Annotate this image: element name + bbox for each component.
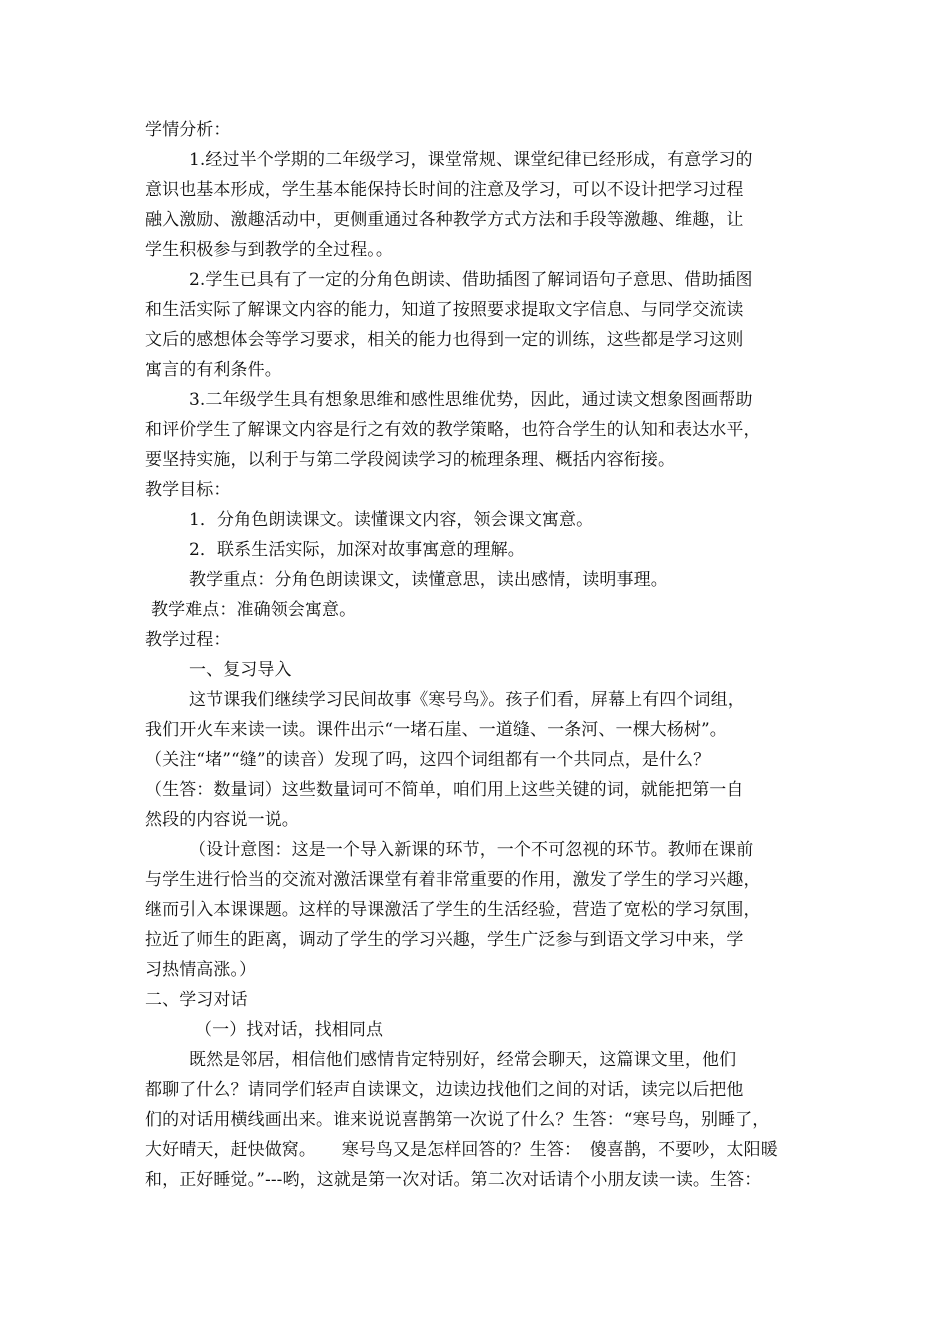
text-line: 和，正好睡觉。”---哟，这就是第一次对话。第二次对话请个小朋友读一读。生答： bbox=[145, 1170, 762, 1190]
text-line: 与学生进行恰当的交流对激活课堂有着非常重要的作用，激发了学生的学习兴趣， bbox=[145, 870, 761, 890]
text-line: 教学难点：准确领会寓意。 bbox=[151, 600, 357, 620]
text-line: 都聊了什么？请同学们轻声自读课文，边读边找他们之间的对话，读完以后把他 bbox=[145, 1080, 744, 1100]
text-line: 教学重点：分角色朗读课文，读懂意思，读出感情，读明事理。 bbox=[189, 570, 668, 590]
text-line: 学生积极参与到教学的全过程。。 bbox=[145, 240, 393, 260]
text-line: （生答：数量词）这些数量词可不简单，咱们用上这些关键的词，就能把第一自 bbox=[145, 780, 744, 800]
text-line: 和生活实际了解课文内容的能力，知道了按照要求提取文字信息、与同学交流读 bbox=[145, 300, 744, 320]
text-line: （关注“堵”“缝”的读音）发现了吗，这四个词组都有一个共同点，是什么？ bbox=[145, 750, 711, 770]
text-line: 二、学习对话 bbox=[145, 990, 248, 1010]
text-line: 文后的感想体会等学习要求，相关的能力也得到一定的训练，这些都是学习这则 bbox=[145, 330, 744, 350]
text-line: 意识也基本形成，学生基本能保持长时间的注意及学习，可以不设计把学习过程 bbox=[145, 180, 744, 200]
text-line: 然段的内容说一说。 bbox=[145, 810, 299, 830]
text-line: 教学过程： bbox=[145, 630, 231, 650]
text-line: 1.经过半个学期的二年级学习，课堂常规、课堂纪律已经形成，有意学习的 bbox=[189, 150, 753, 170]
text-line: 我们开火车来读一读。课件出示“一堵石崖、一道缝、一条河、一棵大杨树”。 bbox=[145, 720, 727, 740]
document-page bbox=[145, 115, 810, 1195]
text-line: 既然是邻居，相信他们感情肯定特别好，经常会聊天，这篇课文里，他们 bbox=[189, 1050, 737, 1070]
text-line: 拉近了师生的距离，调动了学生的学习兴趣，学生广泛参与到语文学习中来，学 bbox=[145, 930, 744, 950]
text-line: 习热情高涨。） bbox=[145, 960, 257, 980]
text-line: 们的对话用横线画出来。谁来说说喜鹊第一次说了什么？生答：“寒号鸟，别睡了， bbox=[145, 1110, 770, 1130]
text-line: 学情分析： bbox=[145, 120, 231, 140]
text-line: 继而引入本课课题。这样的导课激活了学生的生活经验，营造了宽松的学习氛围， bbox=[145, 900, 761, 920]
text-line: 2．联系生活实际，加深对故事寓意的理解。 bbox=[189, 540, 525, 560]
text-line: 教学目标： bbox=[145, 480, 231, 500]
text-line: 大好晴天，赶快做窝。 寒号鸟又是怎样回答的？生答： 傻喜鹊，不要吵，太阳暖 bbox=[145, 1140, 778, 1160]
text-line: 这节课我们继续学习民间故事《寒号鸟》。孩子们看，屏幕上有四个词组， bbox=[189, 690, 745, 710]
text-line: 3.二年级学生具有想象思维和感性思维优势，因此，通过读文想象图画帮助 bbox=[189, 390, 753, 410]
text-line: 融入激励、激趣活动中，更侧重通过各种教学方式方法和手段等激趣、维趣，让 bbox=[145, 210, 744, 230]
text-line: 1．分角色朗读课文。读懂课文内容，领会课文寓意。 bbox=[189, 510, 594, 530]
text-line: 要坚持实施，以利于与第二学段阅读学习的梳理条理、概括内容衔接。 bbox=[145, 450, 676, 470]
text-line: （一）找对话，找相同点 bbox=[195, 1020, 384, 1040]
text-line: 寓言的有利条件。 bbox=[145, 360, 282, 380]
text-line: 2.学生已具有了一定的分角色朗读、借助插图了解词语句子意思、借助插图 bbox=[189, 270, 753, 290]
text-line: （设计意图：这是一个导入新课的环节，一个不可忽视的环节。教师在课前 bbox=[189, 840, 754, 860]
text-line: 和评价学生了解课文内容是行之有效的教学策略，也符合学生的认知和表达水平， bbox=[145, 420, 761, 440]
text-line: 一、复习导入 bbox=[189, 660, 292, 680]
